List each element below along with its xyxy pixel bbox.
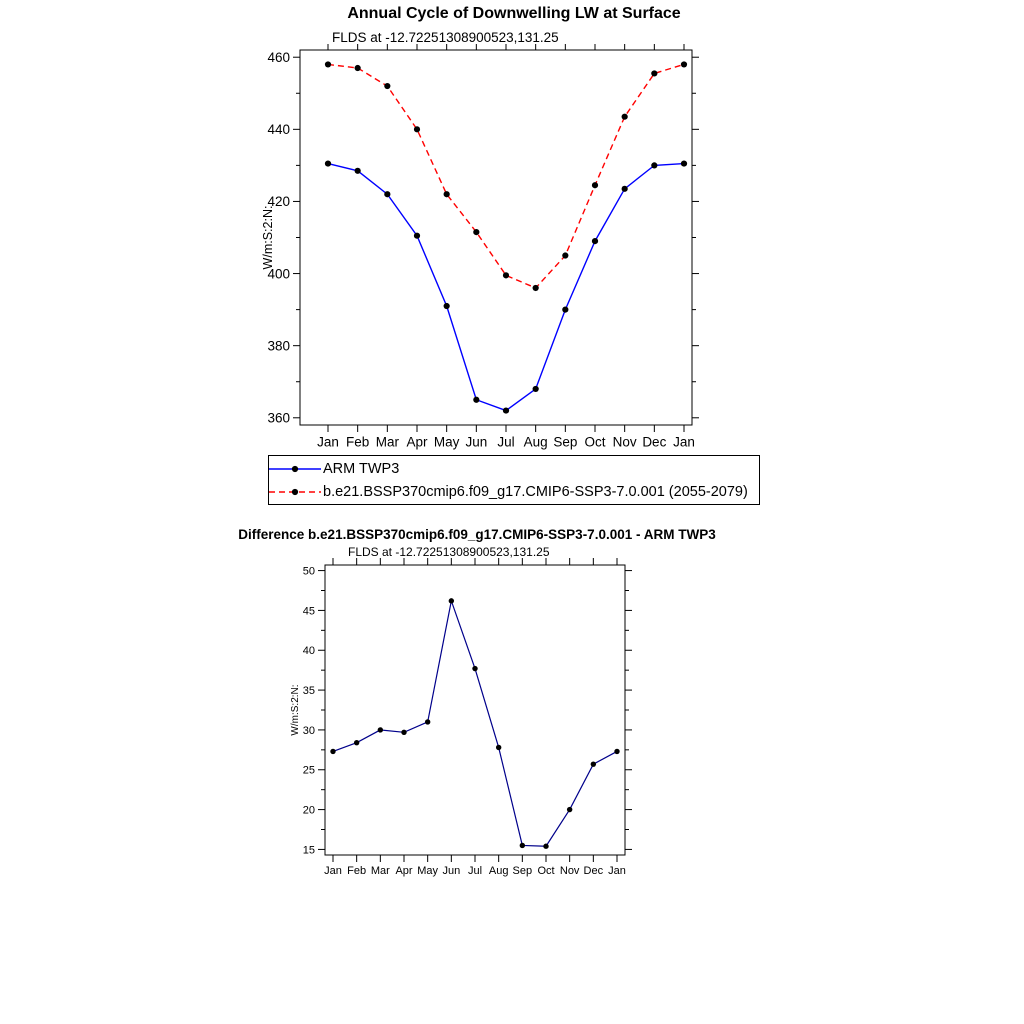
data-point xyxy=(384,191,390,197)
data-point xyxy=(355,168,361,174)
y-tick-label: 25 xyxy=(302,764,315,777)
annual-cycle-chart xyxy=(240,44,780,459)
x-tick-label: Jan xyxy=(673,434,695,450)
data-point xyxy=(562,252,568,258)
y-tick-label: 45 xyxy=(302,605,315,618)
x-tick-label: Nov xyxy=(612,434,637,450)
x-tick-label: Sep xyxy=(553,434,578,450)
x-tick-label: Sep xyxy=(512,865,533,877)
y-tick-label: 40 xyxy=(302,645,315,658)
data-point xyxy=(384,83,390,89)
data-point xyxy=(543,844,548,849)
legend-label-arm: ARM TWP3 xyxy=(323,460,400,477)
x-tick-label: Dec xyxy=(583,865,604,877)
difference-chart xyxy=(280,558,670,888)
x-tick-label: Aug xyxy=(523,434,548,450)
plot-frame xyxy=(325,565,625,855)
data-point xyxy=(473,229,479,235)
data-point xyxy=(592,182,598,188)
legend-box xyxy=(268,455,760,505)
top-chart-subtitle: FLDS at -12.72251308900523,131.25 xyxy=(332,30,559,45)
legend-label-model: b.e21.BSSP370cmip6.f09_g17.CMIP6-SSP3-7.0.001 (2055-2079) xyxy=(323,483,748,500)
x-tick-label: Oct xyxy=(537,865,555,877)
data-point xyxy=(651,162,657,168)
data-point xyxy=(414,233,420,239)
y-tick-label: 15 xyxy=(302,844,315,857)
x-tick-label: Dec xyxy=(642,434,667,450)
legend-line-sample-solid xyxy=(269,461,321,477)
legend-marker xyxy=(292,488,298,494)
data-point xyxy=(681,160,687,166)
x-tick-label: Apr xyxy=(395,865,413,877)
data-point xyxy=(592,238,598,244)
top-chart-title: Annual Cycle of Downwelling LW at Surface xyxy=(347,5,681,22)
x-tick-label: Jan xyxy=(324,865,342,877)
legend-line-sample-dashed xyxy=(269,484,321,500)
data-point xyxy=(325,160,331,166)
y-tick-label: 420 xyxy=(267,194,290,210)
data-point xyxy=(414,126,420,132)
y-tick-label: 440 xyxy=(267,122,290,138)
data-point xyxy=(401,730,406,735)
data-point xyxy=(567,807,572,812)
x-tick-label: Oct xyxy=(584,434,606,450)
x-tick-label: Jan xyxy=(317,434,339,450)
data-point xyxy=(503,272,509,278)
plot-frame xyxy=(300,50,692,425)
x-tick-label: Feb xyxy=(346,434,370,450)
series-line xyxy=(333,601,617,846)
x-tick-label: Apr xyxy=(406,434,428,450)
data-point xyxy=(520,843,525,848)
y-tick-label: 460 xyxy=(267,49,290,65)
difference-chart-title: Difference b.e21.BSSP370cmip6.f09_g17.CMIP6-SSP3-7.0.001 - ARM TWP3 xyxy=(238,527,716,542)
data-point xyxy=(562,307,568,313)
data-point xyxy=(444,191,450,197)
data-point xyxy=(496,745,501,750)
legend-marker xyxy=(292,465,298,471)
x-tick-label: Mar xyxy=(375,434,399,450)
data-point xyxy=(444,303,450,309)
x-tick-label: Nov xyxy=(559,865,580,877)
data-point xyxy=(472,666,477,671)
data-point xyxy=(622,186,628,192)
data-point xyxy=(533,285,539,291)
data-point xyxy=(355,65,361,71)
difference-chart-subtitle: FLDS at -12.72251308900523,131.25 xyxy=(348,545,550,559)
series-line xyxy=(328,164,684,411)
data-point xyxy=(354,740,359,745)
data-point xyxy=(330,749,335,754)
legend-item-arm xyxy=(269,457,759,480)
x-tick-label: May xyxy=(417,865,439,877)
x-tick-label: Feb xyxy=(347,865,367,877)
y-tick-label: 380 xyxy=(267,338,290,354)
data-point xyxy=(651,70,657,76)
y-tick-label: 360 xyxy=(267,410,290,426)
y-tick-label: 30 xyxy=(302,724,315,737)
data-point xyxy=(533,386,539,392)
data-point xyxy=(591,761,596,766)
x-tick-label: Jun xyxy=(442,865,461,877)
y-axis-label: W/m:S:2:N: xyxy=(290,684,301,736)
legend-item-model xyxy=(269,480,759,503)
y-tick-label: 50 xyxy=(302,565,315,578)
data-point xyxy=(503,407,509,413)
x-tick-label: Aug xyxy=(488,865,509,877)
data-point xyxy=(473,397,479,403)
x-tick-label: Jan xyxy=(608,865,626,877)
data-point xyxy=(425,719,430,724)
y-axis-label: W/m:S:2:N: xyxy=(261,205,275,270)
x-tick-label: Jul xyxy=(497,434,515,450)
x-tick-label: May xyxy=(433,434,460,450)
data-point xyxy=(622,114,628,120)
x-tick-label: Mar xyxy=(370,865,390,877)
series-line xyxy=(328,64,684,288)
y-tick-label: 20 xyxy=(302,804,315,817)
data-point xyxy=(681,61,687,67)
x-tick-label: Jun xyxy=(465,434,488,450)
data-point xyxy=(449,598,454,603)
y-tick-label: 400 xyxy=(267,266,290,282)
data-point xyxy=(614,749,619,754)
data-point xyxy=(325,61,331,67)
y-tick-label: 35 xyxy=(302,684,315,697)
data-point xyxy=(378,727,383,732)
x-tick-label: Jul xyxy=(467,865,483,877)
